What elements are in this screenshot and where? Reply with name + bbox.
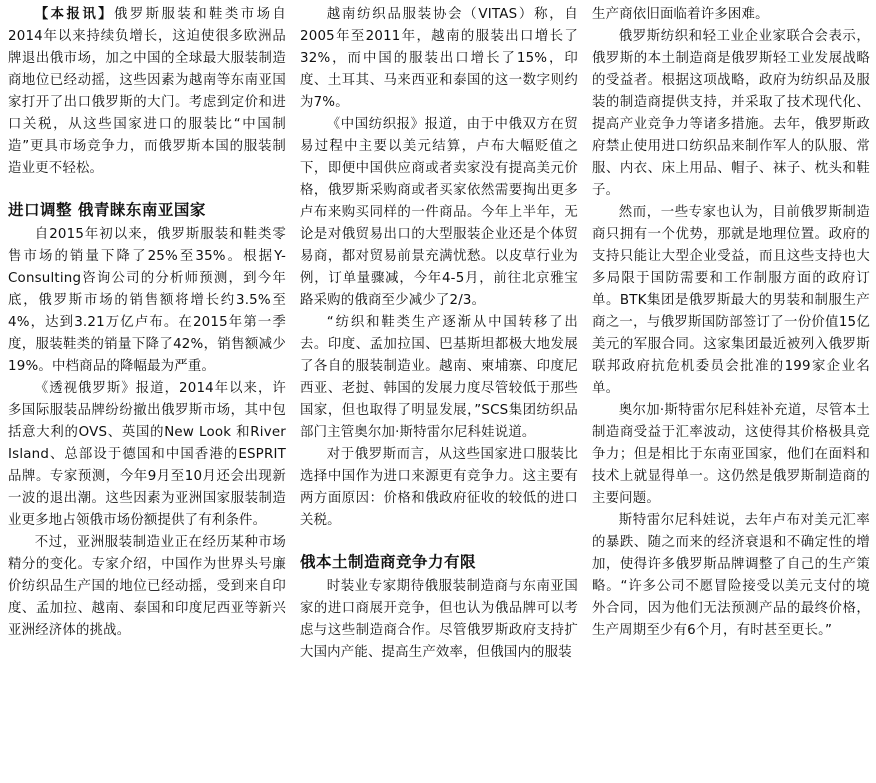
section-heading-import: 进口调整 俄青睐东南亚国家: [8, 201, 206, 219]
paragraph: 俄罗斯纺织和轻工业企业家联合会表示，俄罗斯的本土制造商是俄罗斯轻工业发展战略的受益者。根据这项战略，政府为纺织品及服装的制造商提供支持，并采取了技术现代化、提高产业竞争力等诸多措施。去年，俄罗斯政府禁止使用进口纺织品来制作军人的队服、常服、内衣、床上用品、帽子、袜子、枕头和鞋子。: [592, 29, 870, 198]
paragraph: 斯特雷尔尼科娃说，去年卢布对美元汇率的暴跌、随之而来的经济衰退和不确定性的增加，使得许多俄罗斯品牌调整了自己的生产策略。“许多公司不愿冒险接受以美元支付的境外合同，因为他们无法预测产品的最终价格，生产周期至少有6个月，有时甚至更长。”: [592, 513, 870, 638]
paragraph: 对于俄罗斯而言，从这些国家进口服装比选择中国作为进口来源更有竞争力。这主要有两方面原因：价格和俄政府征收的较低的进口关税。: [300, 447, 578, 528]
paragraph: 奥尔加·斯特雷尔尼科娃补充道，尽管本土制造商受益于汇率波动，这使得其价格极具竞争力；但是相比于东南亚国家，他们在面料和技术上就显得单一。这仍然是俄罗斯制造商的主要问题。: [592, 403, 870, 506]
lead-text: 俄罗斯服装和鞋类市场自2014年以来持续负增长，这迫使很多欧洲品牌退出俄市场，加之中国的全球最大服装制造商地位已经动摇，这些因素为越南等东南亚国家打开了出口俄罗斯的大门。考虑到定价和进口关税，从这些国家进口的服装比“中国制造”更具市场竞争力，而俄罗斯本国的服装制造业更不轻松。: [8, 7, 286, 176]
paragraph: 不过，亚洲服装制造业正在经历某种市场精分的变化。专家介绍，中国作为世界头号廉价纺织品生产国的地位已经动摇，受到来自印度、孟加拉、越南、泰国和印度尼西亚等新兴亚洲经济体的挑战。: [8, 535, 286, 638]
lead-paragraph: [8, 4, 286, 180]
section-gap: [300, 532, 578, 544]
paragraph: 《中国纺织报》报道，由于中俄双方在贸易过程中主要以美元结算，卢布大幅贬值之下，即便中国供应商或者卖家没有提高美元价格，俄罗斯采购商或者买家依然需要掏出更多卢布来购买同样的一件商品。今年上半年，无论是对俄贸易出口的大型服装企业还是个体贸易商，都对贸易前景充满忧愁。以皮草行业为例，订单量骤减，今年4-5月，前往北京雅宝路采购的俄商至少减少了2/3。: [300, 117, 578, 308]
continued-paragraph: 生产商依旧面临着许多困难。: [592, 7, 769, 22]
news-tag: 【本报讯】: [34, 7, 114, 22]
paragraph: 自2015年初以来，俄罗斯服装和鞋类零售市场的销量下降了25%至35%。根据Y-Consulting咨询公司的分析师预测，到今年底，俄罗斯市场的销售额将增长约3.5%至4%，达到3.21万亿卢布。在2015年第一季度，服装鞋类的销量下降了42%，销售额减少19%。中档商品的降幅最为严重。: [8, 227, 286, 374]
paragraph: 然而，一些专家也认为，目前俄罗斯制造商只拥有一个优势，那就是地理位置。政府的支持只能让大型企业受益，而且这些支持也大多局限于国防需要和工作制服方面的政府订单。BTK集团是俄罗斯最大的男装和制服生产商之一，与俄罗斯国防部签订了一份价值15亿美元的军服合同。这家集团最近被列入俄罗斯联邦政府抗危机委员会批准的199家企业名单。: [592, 205, 870, 396]
section-heading-local: 俄本土制造商竞争力有限: [300, 553, 477, 571]
paragraph: “纺织和鞋类生产逐渐从中国转移了出去。印度、孟加拉国、巴基斯坦都极大地发展了各自的服装制造业。越南、柬埔寨、印度尼西亚、老挝、韩国的发展力度尽管较低于那些国家，但也取得了明显发展，”SCS集团纺织品部门主管奥尔加·斯特雷尔尼科娃说道。: [300, 315, 578, 440]
paragraph: 《透视俄罗斯》报道，2014年以来，许多国际服装品牌纷纷撤出俄罗斯市场，其中包括意大利的OVS、英国的New Look 和River Island、总部设于德国和中国香港的ESPRIT品牌。专家预测，今年9月至10月还会出现新一波的退出潮。这些因素为亚洲国家服装制造业更多地占领俄市场份额提供了有利条件。: [8, 381, 286, 528]
paragraph: 越南纺织品服装协会（VITAS）称，自2005年至2011年，越南的服装出口增长了32%，而中国的服装出口增长了15%，印度、土耳其、马来西亚和泰国的这一数字则约为7%。: [300, 7, 578, 110]
paragraph: 时装业专家期待俄服装制造商与东南亚国家的进口商展开竞争，但也认为俄品牌可以考虑与这些制造商合作。尽管俄罗斯政府支持扩大国内产能、提高生产效率，但俄国内的服装: [300, 579, 578, 660]
column-3: [592, 4, 870, 783]
column-2: [300, 4, 578, 783]
column-1: [8, 4, 286, 783]
section-gap: [8, 180, 286, 192]
